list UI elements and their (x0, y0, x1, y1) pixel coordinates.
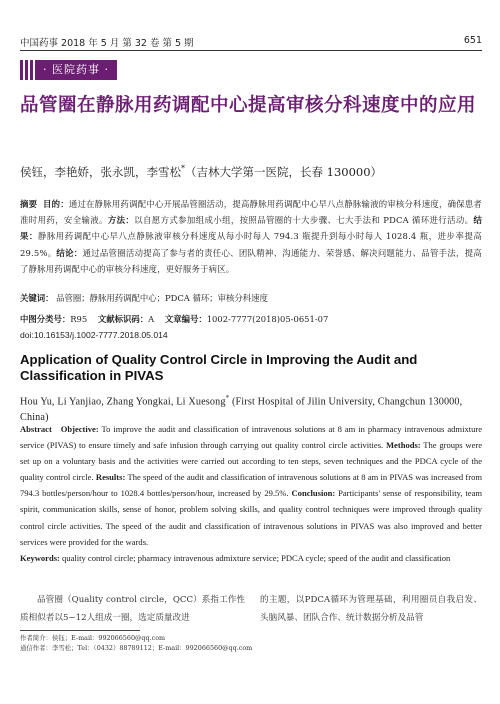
methods-label-cn: 方法： (107, 215, 135, 226)
clc-label: 中图分类号： (20, 314, 71, 324)
header-rule (20, 50, 482, 51)
authors-cn (20, 160, 482, 181)
keywords-text-en: quality control circle; pharmacy intravenous admixture service; PDCA cycle; speed of the audit and classification (62, 553, 451, 563)
keywords-en (20, 550, 482, 566)
results-text-cn: 静脉用药调配中心早八点静脉液审核分科速度从每小时每人 794.3 瓶提升到每小时每人 1028.4 瓶，进步率提高 29.5%。 (20, 231, 482, 258)
page-number: 651 (463, 35, 482, 46)
keywords-label-cn: 关键词： (20, 293, 54, 303)
conclusion-label-en: Conclusion: (291, 488, 336, 499)
section-banner (20, 60, 117, 80)
classification-line (20, 312, 482, 326)
objective-label-cn: 目的： (43, 199, 69, 209)
corresponding-marker-en: * (225, 394, 230, 402)
methods-text-en: The groups were set up on a voluntary basis and the activities were carried out according to ten steps, seven techniques and the PDCA cycle of the quality control circle. (20, 440, 482, 483)
footnote-author-intro: 作者简介：侯钰；E-mail：992066560@qq.com (20, 634, 166, 642)
article-title-cn: 品管圈在静脉用药调配中心提高审核分科速度中的应用 (20, 95, 477, 116)
author-names-en: Hou Yu, Li Yanjiao, Zhang Yongkai, Li Xuesong (20, 396, 226, 408)
results-label-en: Results: (95, 472, 126, 483)
objective-label-en: Objective: (60, 424, 99, 434)
footnote-corresponding-author: 通信作者：李雪松；Tel：（0432）88789112；E-mail：992066560@qq.com (20, 644, 253, 652)
abstract-en (20, 421, 482, 550)
keywords-text-cn: 品管圈；静脉用药调配中心；PDCA 循环；审核分科速度 (56, 293, 268, 303)
abstract-cn (20, 196, 482, 277)
results-label-cn: 结果： (20, 215, 483, 242)
clc-value: R95 (70, 314, 88, 324)
body-text-left-column: 品管圈（Quality control circle，QCC）系指工作性质相似者以5~12人组成一圈，选定质量改进 (20, 595, 245, 623)
running-header (20, 35, 482, 49)
footnote-rule (20, 630, 140, 631)
author-names-cn: 侯钰，李艳娇，张永凯，李雪松 (20, 164, 181, 179)
doc-code-value: A (148, 314, 155, 324)
conclusion-label-cn: 结论： (56, 247, 83, 258)
keywords-label-en: Keywords: (20, 553, 60, 563)
methods-label-en: Methods: (385, 440, 421, 451)
corresponding-marker-cn: * (181, 164, 185, 173)
abstract-label-cn: 摘要 (20, 199, 38, 209)
objective-text-en: To improve the audit and classification of intravenous solutions at 8 am in pharmacy intravenous admixture service (PIVAS) to ensure timely and safe infusion through carrying out quality control circle activities. (20, 424, 482, 451)
affiliation-cn: （吉林大学第一医院，长春 130000） (185, 164, 383, 179)
conclusion-text-en: Participants' sense of responsibility, team spirit, communication skills, sense of honor, problem solving skills, and quality control techniques were improved through quality control circle activities. The speed of the audit and classification of intravenous solutions in PIVAS was also improved and better services were provided for the wards. (20, 488, 483, 547)
journal-issue-info: 中国药事 2018 年 5 月 第 32 卷 第 5 期 (20, 38, 194, 49)
article-number-label: 文章编号： (164, 314, 207, 324)
section-label: · 医院药事 · (35, 60, 117, 80)
doc-code-label: 文献标识码： (97, 314, 149, 324)
objective-text-cn: 通过在静脉用药调配中心开展品管圈活动，提高静脉用药调配中心早八点静脉输液的审核分科速度，确保患者准时用药，安全输液。 (20, 199, 482, 226)
results-text-en: The speed of the audit and classification of intravenous solutions at 8 am in PIVAS was increased from 794.3 bottles/person/hour to 1028.4 bottles/person/hour, increased by 29.5%. (20, 472, 483, 499)
body-text-right-column: 的主题，以PDCA循环为管理基础，利用圈员自我启发、头脑风暴、团队合作、统计数据分析及品管 (260, 595, 482, 623)
methods-text-cn: 以自愿方式参加组成小组，按照品管圈的十大步骤、七大手法和 PDCA 循环进行活动。 (134, 215, 474, 226)
conclusion-text-cn: 通过品管圈活动提高了参与者的责任心、团队精神、沟通能力、荣誉感、解决问题能力、品管手法，提高了静脉用药调配中心的审核分科速度，更好服务于病区。 (20, 247, 482, 274)
article-title-en: Application of Quality Control Circle in Improving the Audit and Classification in PIVAS (20, 352, 418, 383)
banner-bars-decoration (20, 60, 33, 80)
abstract-label-en: Abstract (20, 424, 52, 434)
article-number-value: 1002-7777(2018)05-0651-07 (206, 314, 329, 324)
keywords-cn (20, 291, 482, 305)
affiliation-en: (First Hospital of Jilin University, Changchun 130000, China) (20, 396, 463, 424)
doi: doi:10.16153/j.1002-7777.2018.05.014 (20, 330, 168, 340)
